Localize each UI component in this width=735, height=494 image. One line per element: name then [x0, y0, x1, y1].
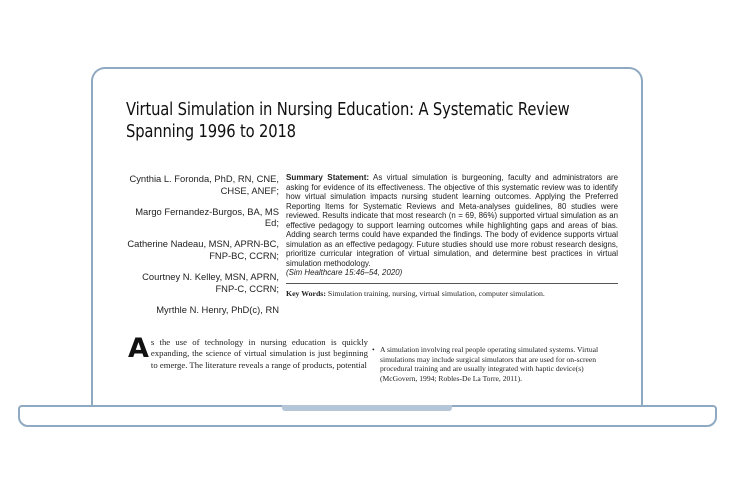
- body-left-text: s the use of technology in nursing education is quickly expanding, the science of virtual simulation is just beginning to emerge. The literature reveals a range of products, potential: [150, 337, 368, 370]
- drop-cap: A: [128, 333, 149, 364]
- keywords-label: Key Words:: [286, 289, 326, 298]
- author-name: Courtney N. Kelley, MSN, APRN, FNP-C, CCRN;: [142, 271, 279, 294]
- citation: (Sim Healthcare 15:46–54, 2020): [286, 268, 403, 277]
- summary-divider: [286, 283, 618, 284]
- summary-label: Summary Statement:: [286, 173, 370, 182]
- author-name: Margo Fernandez-Burgos, BA, MS Ed;: [135, 205, 279, 229]
- keywords-text: Simulation training, nursing, virtual simulation, computer simulation.: [325, 289, 545, 298]
- body-text-left-column: [128, 333, 368, 371]
- body-right-text: A simulation involving real people operating simulated systems. Virtual simulations may include surgical simulators that are used for on-screen procedural training and are usually integrated with haptic device(s) (McGovern, 1994; Robles-De La Torre, 2011).: [380, 345, 599, 383]
- author-name: Cynthia L. Foronda, PhD, RN, CNE, CHSE, ANEF;: [129, 173, 279, 196]
- laptop-notch: [282, 405, 452, 411]
- keywords: [286, 289, 626, 299]
- bullet-icon: •: [372, 345, 375, 354]
- summary-text: As virtual simulation is burgeoning, faculty and administrators are asking for evidence of its effectiveness. The objective of this systematic review was to identify how virtual simulation impacts nursing student learning outcomes. Applying the Preferred Reporting Items for Systematic Reviews and Meta-analyses guidelines, 80 studies were reviewed. Results indicate that most research (n = 69, 86%) supported virtual simulation as an effective pedagogy to support learning outcomes while highlighting gaps and areas of bias. Adding search terms could have expanded the findings. The body of evidence supports virtual simulation as an effective pedagogy. Future studies should use more robust research designs, prioritize curricular integration of virtual simulation, and determine best practices in virtual simulation methodology.: [286, 173, 618, 268]
- paper-title: [126, 99, 570, 143]
- author-name: Myrthle N. Henry, PhD(c), RN: [156, 303, 279, 315]
- laptop-screen: [91, 67, 643, 405]
- paper-title-text: Virtual Simulation in Nursing Education: A Systematic Review Spanning 1996 to 2018: [126, 99, 570, 142]
- author-list: [121, 173, 279, 325]
- paper-page: [93, 69, 641, 405]
- body-text-right-column: [372, 345, 618, 383]
- author-name: Catherine Nadeau, MSN, APRN-BC, FNP-BC, CCRN;: [127, 238, 279, 261]
- summary-statement: [286, 173, 618, 278]
